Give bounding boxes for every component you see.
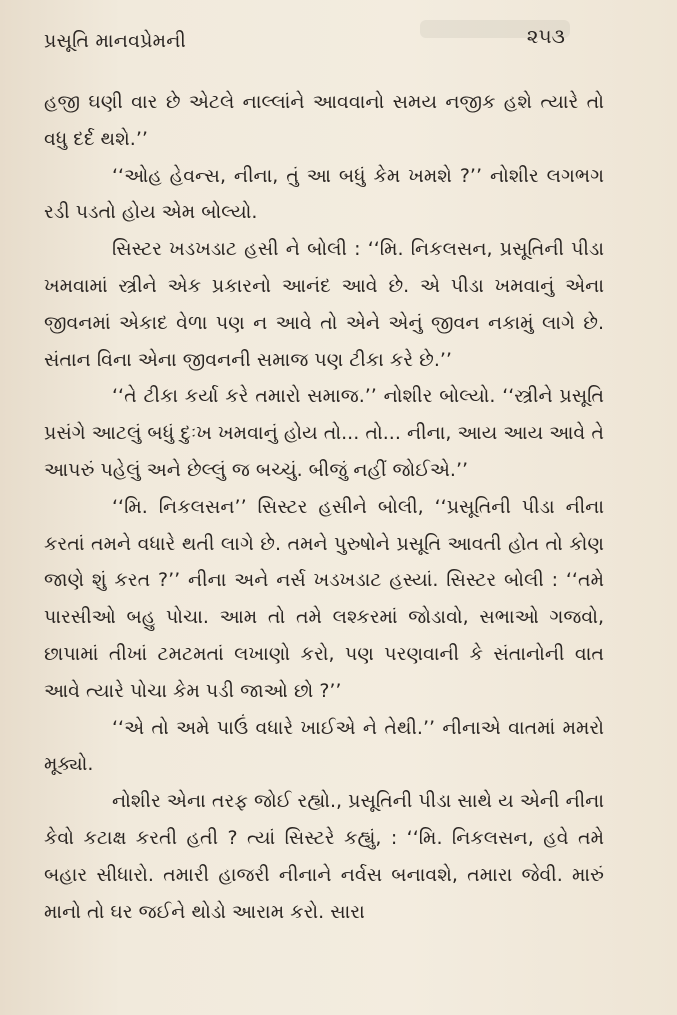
body-text <box>44 84 604 930</box>
paragraph: ‘‘ઓહ હેવન્સ, નીના, તું આ બધું કેમ ખમશે ?’’ નોશીર લગભગ રડી પડતો હોય એમ બોલ્યો. <box>44 164 604 224</box>
paragraph: નોશીર એના તરફ જોઈ રહ્યો., પ્રસૂતિની પીડા સાથે ય એની નીના કેવો કટાક્ષ કરતી હતી ? ત્યાં સિસ્ટરે કહ્યું, : ‘‘મિ. નિકલસન, હવે તમે બહાર સીધારો. તમારી હાજરી નીનાને નર્વસ બનાવશે, તમારા જેવી. મારું માનો તો ઘર જઈને થોડો આરામ કરો. સારા <box>44 790 604 923</box>
paragraph: હજી ઘણી વાર છે એટલે નાલ્લાંને આવવાનો સમય નજીક હશે ત્યારે તો વધુ દર્દ થશે.’’ <box>44 91 604 150</box>
paragraph: સિસ્ટર ખડખડાટ હસી ને બોલી : ‘‘મિ. નિકલસન, પ્રસૂતિની પીડા ખમવામાં સ્ત્રીને એક પ્રકારનો આનંદ આવે છે. એ પીડા ખમવાનું એના જીવનમાં એકાદ વેળા પણ ન આવે તો એને એનું જીવન નકામું લાગે છે. સંતાન વિના એના જીવનની સમાજ પણ ટીકા કરે છે.’’ <box>44 238 604 371</box>
page-number: ૨૫૩ <box>526 24 565 48</box>
paragraph: ‘‘એ તો અમે પાઉં વધારે ખાઈએ ને તેથી.’’ નીનાએ વાતમાં મમરો મૂક્યો. <box>44 716 604 776</box>
paragraph: ‘‘મિ. નિકલસન’’ સિસ્ટર હસીને બોલી, ‘‘પ્રસૂતિની પીડા નીના કરતાં તમને વધારે થતી લાગે છે. તમને પુરુષોને પ્રસૂતિ આવતી હોત તો કોણ જાણે શું કરત ?’’ નીના અને નર્સ ખડખડાટ હસ્યાં. સિસ્ટર બોલી : ‘‘તમે પારસીઓ બહુ પોચા. આમ તો તમે લશ્કરમાં જોડાવો, સભાઓ ગજવો, છાપામાં તીખાં ટમટમતાં લખાણો કરો, પણ પરણવાની કે સંતાનોની વાત આવે ત્યારે પોચા કેમ પડી જાઓ છો ?’’ <box>44 495 604 702</box>
paragraph: ‘‘તે ટીકા કર્યા કરે તમારો સમાજ.’’ નોશીર બોલ્યો. ‘‘સ્ત્રીને પ્રસૂતિ પ્રસંગે આટલું બધું દુઃખ ખમવાનું હોય તો... તો... નીના, આય આય આવે તે આપરું પહેલું અને છેલ્લું જ બચ્ચું. બીજું નહીં જોઈએ.’’ <box>44 385 604 481</box>
running-title: પ્રસૂતિ માનવપ્રેમની <box>44 30 187 52</box>
